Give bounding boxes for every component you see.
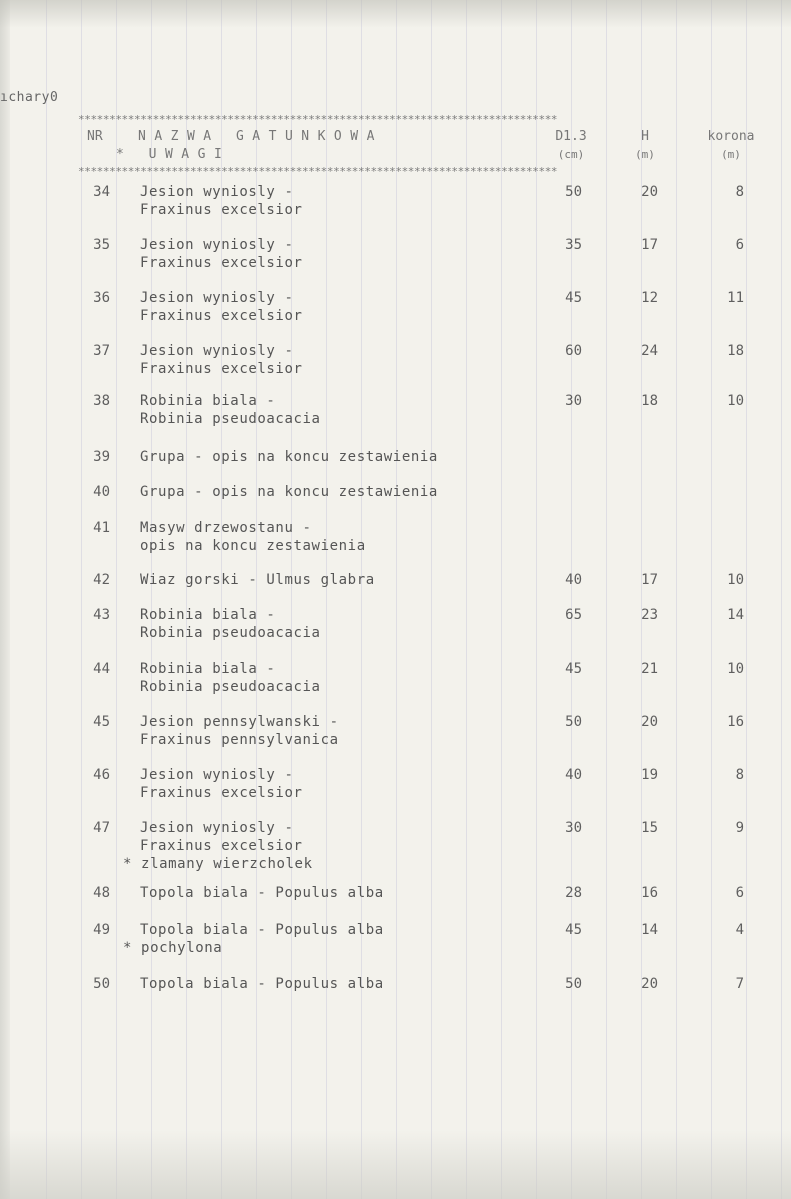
diameter-value: 65 xyxy=(565,607,582,623)
species-name-line1: Jesion wyniosly - xyxy=(140,237,294,253)
height-value: 20 xyxy=(641,714,658,730)
height-value: 15 xyxy=(641,820,658,836)
species-name-line1: Jesion wyniosly - xyxy=(140,290,294,306)
paper-edge xyxy=(0,0,10,1199)
crown-value: 14 xyxy=(727,607,744,623)
species-name-line2: Fraxinus pennsylvanica xyxy=(140,732,339,748)
species-name-line1: Wiaz gorski - Ulmus glabra xyxy=(140,572,375,588)
header-remarks: * UWAGI xyxy=(116,147,231,162)
separator-header: ***************************************************************************** xyxy=(78,166,558,177)
species-name-line1: Grupa - opis na koncu zestawienia xyxy=(140,449,438,465)
diameter-value: 35 xyxy=(565,237,582,253)
row-number: 38 xyxy=(93,393,110,409)
file-label: ıchary0 xyxy=(0,90,59,105)
row-number: 45 xyxy=(93,714,110,730)
remark-note: * pochylona xyxy=(123,940,223,956)
header-diameter-unit: (cm) xyxy=(557,148,585,161)
species-name xyxy=(140,819,303,855)
species-name xyxy=(140,289,303,325)
height-value: 23 xyxy=(641,607,658,623)
species-name-line2: Fraxinus excelsior xyxy=(140,361,303,377)
row-number: 48 xyxy=(93,885,110,901)
header-height-unit: (m) xyxy=(635,148,655,161)
header-nr: NR xyxy=(87,129,103,144)
diameter-value: 30 xyxy=(565,820,582,836)
separator-top: ***************************************************************************** xyxy=(78,114,558,125)
header-diameter: D1.3 xyxy=(555,129,587,144)
species-name xyxy=(140,606,321,642)
diameter-value: 40 xyxy=(565,572,582,588)
crown-value: 11 xyxy=(727,290,744,306)
crown-value: 10 xyxy=(727,661,744,677)
species-name-line2: Fraxinus excelsior xyxy=(140,202,303,218)
diameter-value: 30 xyxy=(565,393,582,409)
height-value: 20 xyxy=(641,976,658,992)
height-value: 17 xyxy=(641,237,658,253)
species-name-line1: Jesion wyniosly - xyxy=(140,820,294,836)
crown-value: 8 xyxy=(735,767,744,783)
diameter-value: 28 xyxy=(565,885,582,901)
row-number: 49 xyxy=(93,922,110,938)
species-name xyxy=(140,660,321,696)
species-name-line2: opis na koncu zestawienia xyxy=(140,538,366,554)
scan-shadow-top xyxy=(0,0,791,28)
row-number: 36 xyxy=(93,290,110,306)
diameter-value: 60 xyxy=(565,343,582,359)
remark-note: * zlamany wierzcholek xyxy=(123,856,313,872)
crown-value: 10 xyxy=(727,572,744,588)
species-name xyxy=(140,975,384,993)
species-name-line1: Robinia biala - xyxy=(140,607,276,623)
height-value: 14 xyxy=(641,922,658,938)
crown-value: 10 xyxy=(727,393,744,409)
diameter-value: 50 xyxy=(565,184,582,200)
height-value: 24 xyxy=(641,343,658,359)
species-name-line1: Robinia biala - xyxy=(140,393,276,409)
species-name xyxy=(140,448,438,466)
row-number: 37 xyxy=(93,343,110,359)
row-number: 34 xyxy=(93,184,110,200)
height-value: 19 xyxy=(641,767,658,783)
row-number: 41 xyxy=(93,520,110,536)
species-name xyxy=(140,713,339,749)
species-name-line1: Jesion wyniosly - xyxy=(140,767,294,783)
row-number: 50 xyxy=(93,976,110,992)
species-name-line1: Jesion wyniosly - xyxy=(140,184,294,200)
diameter-value: 45 xyxy=(565,922,582,938)
crown-value: 6 xyxy=(735,237,744,253)
crown-value: 16 xyxy=(727,714,744,730)
species-name-line1: Topola biala - Populus alba xyxy=(140,976,384,992)
species-name-line1: Topola biala - Populus alba xyxy=(140,922,384,938)
row-number: 46 xyxy=(93,767,110,783)
species-name-line1: Robinia biala - xyxy=(140,661,276,677)
height-value: 12 xyxy=(641,290,658,306)
row-number: 39 xyxy=(93,449,110,465)
species-name xyxy=(140,884,384,902)
height-value: 21 xyxy=(641,661,658,677)
species-name-line1: Masyw drzewostanu - xyxy=(140,520,312,536)
diameter-value: 45 xyxy=(565,661,582,677)
species-name xyxy=(140,571,375,589)
species-name xyxy=(140,392,321,428)
species-name-line2: Fraxinus excelsior xyxy=(140,308,303,324)
species-name-line1: Jesion wyniosly - xyxy=(140,343,294,359)
row-number: 43 xyxy=(93,607,110,623)
species-name-line1: Topola biala - Populus alba xyxy=(140,885,384,901)
species-name-line1: Grupa - opis na koncu zestawienia xyxy=(140,484,438,500)
header-species-name: NAZWA GATUNKOWA xyxy=(138,129,383,144)
species-name xyxy=(140,236,303,272)
crown-value: 7 xyxy=(735,976,744,992)
row-number: 40 xyxy=(93,484,110,500)
species-name-line2: Robinia pseudoacacia xyxy=(140,625,321,641)
row-number: 42 xyxy=(93,572,110,588)
species-name xyxy=(140,342,303,378)
diameter-value: 45 xyxy=(565,290,582,306)
diameter-value: 50 xyxy=(565,976,582,992)
height-value: 18 xyxy=(641,393,658,409)
crown-value: 6 xyxy=(735,885,744,901)
header-crown: korona xyxy=(707,129,755,144)
crown-value: 9 xyxy=(735,820,744,836)
species-name xyxy=(140,921,384,939)
species-name xyxy=(140,766,303,802)
species-name-line2: Robinia pseudoacacia xyxy=(140,411,321,427)
species-name xyxy=(140,519,366,555)
species-name-line2: Robinia pseudoacacia xyxy=(140,679,321,695)
species-name xyxy=(140,483,438,501)
height-value: 16 xyxy=(641,885,658,901)
species-name-line1: Jesion pennsylwanski - xyxy=(140,714,339,730)
crown-value: 18 xyxy=(727,343,744,359)
height-value: 17 xyxy=(641,572,658,588)
diameter-value: 40 xyxy=(565,767,582,783)
height-value: 20 xyxy=(641,184,658,200)
diameter-value: 50 xyxy=(565,714,582,730)
crown-value: 8 xyxy=(735,184,744,200)
species-name xyxy=(140,183,303,219)
species-name-line2: Fraxinus excelsior xyxy=(140,785,303,801)
row-number: 47 xyxy=(93,820,110,836)
row-number: 44 xyxy=(93,661,110,677)
row-number: 35 xyxy=(93,237,110,253)
header-crown-unit: (m) xyxy=(721,148,741,161)
scan-shadow-bottom xyxy=(0,1130,791,1199)
crown-value: 4 xyxy=(735,922,744,938)
header-height: H xyxy=(641,129,649,144)
species-name-line2: Fraxinus excelsior xyxy=(140,255,303,271)
species-name-line2: Fraxinus excelsior xyxy=(140,838,303,854)
